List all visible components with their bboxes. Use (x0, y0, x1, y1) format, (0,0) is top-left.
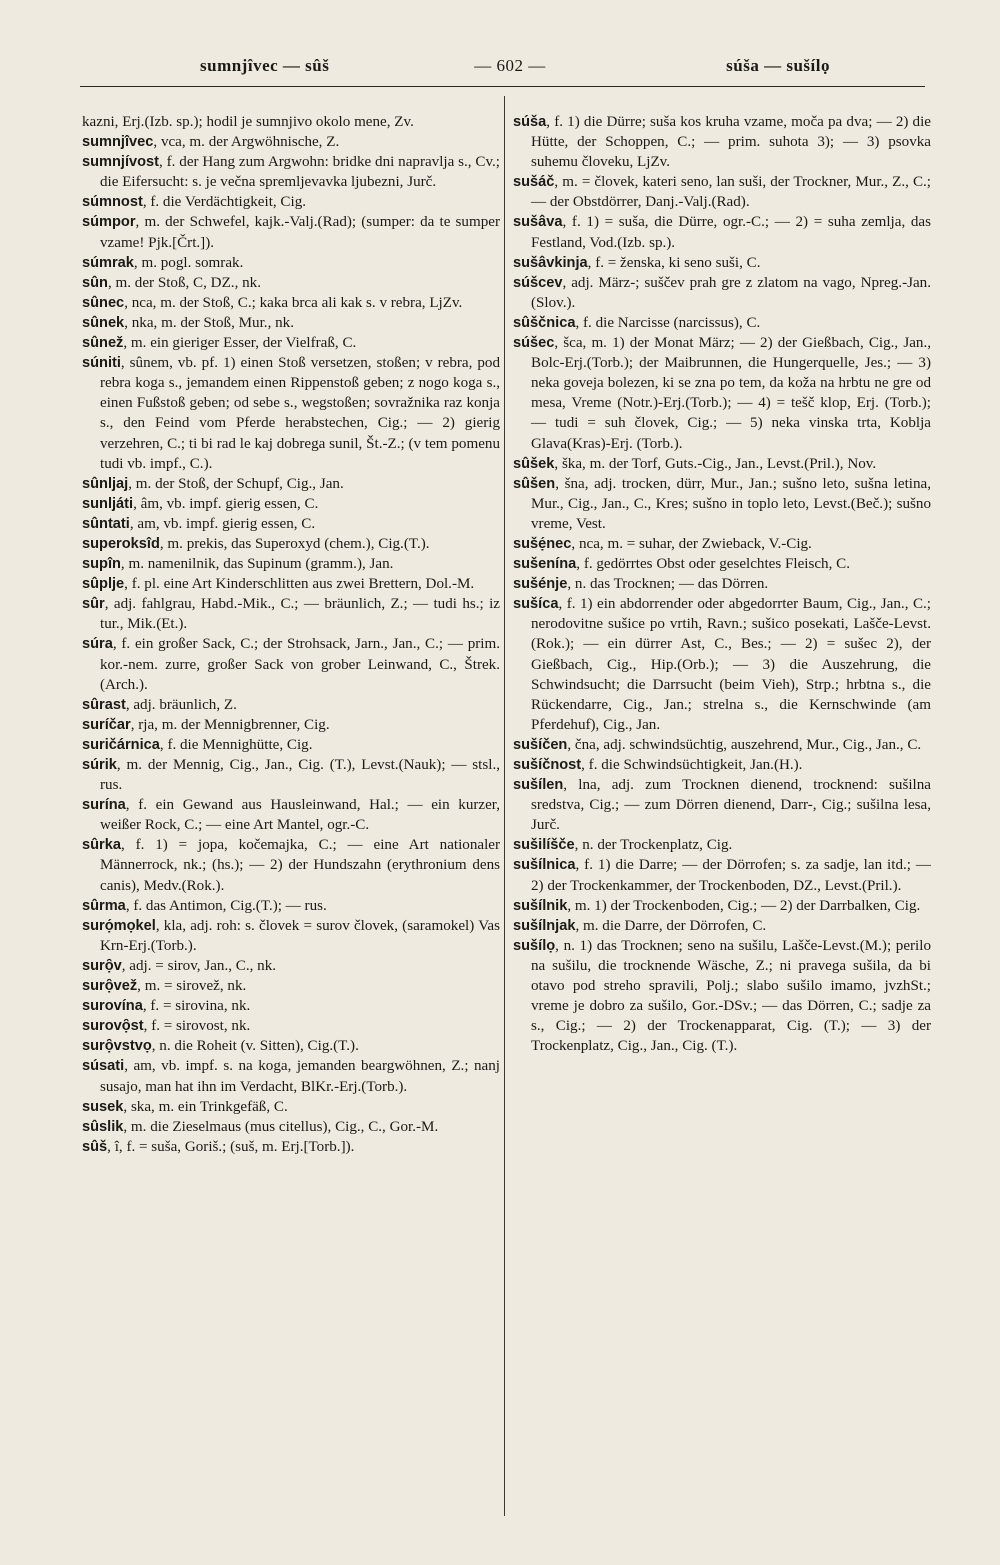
entry-headword: sûnec (82, 294, 125, 311)
entry-definition: , f. 1) die Darre; — der Dörrofen; s. za sadje, lan itd.; — 2) der Trockenkammer, der Trockenboden, DZ., Levst.(Pril.). (531, 857, 931, 894)
entry-headword: sušílnjak (513, 917, 576, 934)
entry-headword: sûrma (82, 897, 126, 914)
dictionary-entry (82, 212, 500, 252)
dictionary-entry (513, 333, 931, 454)
dictionary-entry (82, 112, 500, 132)
left-column (82, 112, 500, 1522)
dictionary-entry (82, 735, 500, 755)
dictionary-entry (82, 1097, 500, 1117)
entry-headword: sûrka (82, 837, 121, 854)
entry-headword: sûr (82, 596, 105, 613)
entry-headword: surọ̑v (82, 957, 122, 974)
dictionary-entry (82, 152, 500, 192)
entry-headword: sunljáti (82, 495, 134, 512)
entry-headword: súša (513, 114, 547, 130)
entry-definition: , adj. = sirov, Jan., C., nk. (121, 957, 277, 974)
dictionary-entry (82, 514, 500, 534)
entry-headword: súmrak (82, 254, 134, 271)
entry-headword: surína (82, 797, 126, 814)
entry-definition: , m. der Stoß, der Schupf, Cig., Jan. (128, 475, 344, 492)
entry-definition: , f. die Schwindsüchtigkeit, Jan.(H.). (581, 757, 803, 773)
entry-definition: , f. das Antimon, Cig.(T.); — rus. (125, 897, 327, 914)
entry-definition: , vca, m. der Argwöhnische, Z. (153, 134, 340, 151)
dictionary-entry (82, 916, 500, 956)
dictionary-entry (82, 192, 500, 212)
dictionary-entry (513, 855, 931, 895)
entry-definition: , ska, m. ein Trinkgefäß, C. (123, 1098, 288, 1115)
entry-headword: sûnljaj (82, 475, 129, 492)
entry-headword: sûrast (82, 696, 126, 713)
entry-headword: sumnjívost (82, 154, 160, 171)
header-rule (80, 86, 925, 87)
dictionary-entry (513, 755, 931, 775)
dictionary-entry (513, 775, 931, 835)
entry-definition: , f. = ženska, ki seno suši, C. (587, 254, 761, 271)
dictionary-entry (82, 594, 500, 634)
entry-definition: , f. ein Gewand aus Hausleinwand, Hal.; — ein kurzer, weißer Rock, C.; — eine Art Mantel, ogr.-C. (100, 797, 500, 834)
entry-headword: surọ̑vstvọ (82, 1038, 152, 1055)
entry-headword: suričárnica (82, 736, 160, 753)
dictionary-entry (513, 735, 931, 755)
dictionary-entry (82, 1016, 500, 1036)
column-divider (504, 96, 505, 1516)
entry-definition: , sûnem, vb. pf. 1) einen Stoß versetzen, stoßen; v rebra, pod rebra koga s., jemandem einen Rippenstoß geben; z nogo koga s., einen Fußstoß geben; od sebe s., wegstoßen; sovražnika raz konja s., den Feind vom Pferde herabstechen, Cig.; — 2) gierig verzehren, C.; ti bi rad le kaj dobrega sunil, Št.-Z.; (v tem pomenu tudi vb. impf., C.). (100, 355, 500, 472)
dictionary-entry (82, 755, 500, 795)
dictionary-entry (82, 1137, 500, 1157)
entry-definition: , f. = sirovina, nk. (142, 998, 251, 1015)
entry-definition: , âm, vb. impf. gierig essen, C. (133, 495, 319, 512)
entry-headword: sumnjîvec (82, 134, 154, 151)
dictionary-entry (513, 273, 931, 313)
dictionary-entry (513, 574, 931, 594)
dictionary-entry (82, 494, 500, 514)
dictionary-entry (513, 112, 931, 172)
entry-headword: supîn (82, 556, 121, 573)
entry-definition: , adj. März-; suščev prah gre z zlatom na vago, Npreg.-Jan.(Slov.). (531, 274, 931, 311)
entry-definition: , f. = sirovost, nk. (143, 1018, 251, 1035)
entry-headword: sušíčen (513, 736, 568, 753)
dictionary-entry (82, 273, 500, 293)
dictionary-entry (513, 936, 931, 1057)
entry-headword: sûplje (82, 576, 125, 593)
entry-definition: , î, f. = suša, Goriš.; (suš, m. Erj.[Torb.]). (107, 1138, 355, 1155)
dictionary-entry (82, 293, 500, 313)
entry-definition: , nca, m. = suhar, der Zwieback, V.-Cig. (571, 535, 812, 552)
entry-headword: sûnek (82, 314, 125, 331)
dictionary-entry (513, 313, 931, 333)
entry-headword: sušâvkinja (513, 254, 588, 271)
dictionary-entry (82, 1056, 500, 1096)
entry-headword: sušáč (513, 174, 555, 191)
dictionary-entry (82, 956, 500, 976)
dictionary-entry (82, 795, 500, 835)
entry-headword: susek (82, 1098, 124, 1115)
entry-headword: suríčar (82, 716, 131, 733)
entry-definition: , m. der Mennig, Cig., Jan., Cig. (T.), Levst.(Nauk); — stsl., rus. (100, 757, 500, 794)
entry-headword: sûnež (82, 335, 124, 352)
entry-definition: , f. gedörrtes Obst oder geselchtes Fleisch, C. (576, 556, 850, 573)
entry-headword: súšec (513, 335, 555, 352)
entry-definition: , rja, m. der Mennigbrenner, Cig. (130, 716, 330, 733)
dictionary-entry (82, 1036, 500, 1056)
entry-headword: sûšek (513, 455, 555, 472)
entry-headword: sušílnik (513, 897, 568, 914)
entry-headword: súšcev (513, 274, 563, 291)
entry-definition: , šca, m. 1) der Monat März; — 2) der Gießbach, Cig., Jan., Bolc-Erj.(Torb.); der Maibrunnen, die Hungerquelle, Jes.; — 3) neka goveja bolezen, ki se zna po tem, da koža na hrbtu ne gre od mesa, Vreme (Notr.)-Erj.(Torb.); — 4) = tešč klop, Erj. (Torb.); — tudi = suh človek, Cig.; — 5) neka vinska trta, Koblja Glava(Kras)-Erj. (Torb.). (531, 335, 931, 452)
dictionary-entry (513, 212, 931, 252)
entry-definition: , m. der Stoß, C, DZ., nk. (107, 274, 261, 291)
entry-definition: , šna, adj. trocken, dürr, Mur., Jan.; sušno leto, sušna letina, Mur., Cig., Jan., C., Kres; sušno in toplo leto, Levst.(Beč.); sušno vreme, Vest. (531, 475, 931, 532)
dictionary-entry (82, 333, 500, 353)
entry-definition: , n. das Trocknen; — das Dörren. (567, 576, 769, 593)
dictionary-entry (513, 835, 931, 855)
entry-definition: , am, vb. impf. gierig essen, C. (129, 515, 316, 532)
running-head (100, 50, 920, 82)
entry-headword: surovína (82, 998, 143, 1015)
entry-headword: sušílọ (513, 937, 556, 954)
entry-headword: sušíčnost (513, 757, 582, 773)
entry-definition: , m. 1) der Trockenboden, Cig.; — 2) der Darrbalken, Cig. (567, 897, 921, 914)
entry-definition: , ška, m. der Torf, Guts.-Cig., Jan., Levst.(Pril.), Nov. (554, 455, 877, 472)
dictionary-entry (82, 534, 500, 554)
entry-headword: súsati (82, 1058, 125, 1075)
entry-definition: , adj. bräunlich, Z. (125, 696, 237, 713)
dictionary-entry (82, 634, 500, 694)
entry-definition: , m. die Zieselmaus (mus citellus), Cig., C., Gor.-M. (123, 1118, 439, 1135)
entry-headword: sûntati (82, 515, 130, 532)
entry-definition: , am, vb. impf. s. na koga, jemanden beargwöhnen, Z.; nanj susajo, man hat ihn im Verdacht, BlKr.-Erj.(Torb.). (100, 1058, 500, 1095)
dictionary-entry (82, 353, 500, 474)
entry-headword: sûslik (82, 1118, 124, 1135)
entry-definition: , nka, m. der Stoß, Mur., nk. (124, 314, 294, 331)
entry-definition: , f. 1) = jopa, kočemajka, C.; — eine Art nationaler Männerrock, nk.; (hs.); — 2) der Hundszahn (erythronium dens canis), Medv.(Rok.). (100, 837, 500, 894)
dictionary-entry (82, 313, 500, 333)
entry-definition: , m. der Schwefel, kajk.-Valj.(Rad); (sumper: da te sumper vzame! Pjk.[Črt.]). (100, 214, 500, 251)
dictionary-entry (513, 594, 931, 735)
entry-definition: , nca, m. der Stoß, C.; kaka brca ali kak s. v rebra, LjZv. (124, 294, 463, 311)
entry-headword: sušâva (513, 214, 563, 231)
right-column (513, 112, 931, 1522)
entry-definition: , f. pl. eine Art Kinderschlitten aus zwei Brettern, Dol.-M. (124, 576, 475, 593)
entry-headword: superoksîd (82, 535, 160, 552)
entry-definition: , f. der Hang zum Argwohn: bridke dni napravlja s., Cv.; die Eifersucht: s. je večna spremljevavka ljubezni, Jurč. (100, 154, 500, 191)
entry-headword: súrik (82, 757, 117, 773)
dictionary-entry (82, 996, 500, 1016)
entry-headword: sûšen (513, 475, 556, 492)
entry-headword: sušẹ́nec (513, 535, 572, 552)
entry-headword: sûš (82, 1138, 108, 1155)
dictionary-entry (82, 574, 500, 594)
entry-definition: , n. die Roheit (v. Sitten), Cig.(T.). (151, 1038, 359, 1055)
entry-headword: sûščnica (513, 314, 576, 331)
entry-definition: , m. ein gieriger Esser, der Vielfraß, C. (123, 335, 357, 352)
entry-headword: sušílen (513, 777, 564, 794)
entry-definition: , adj. fahlgrau, Habd.-Mik., C.; — bräunlich, Z.; — tudi hs.; iz tur., Mik.(Et.). (100, 596, 500, 633)
page-number: — 602 — (474, 56, 546, 75)
dictionary-entry (82, 132, 500, 152)
dictionary-entry (82, 474, 500, 494)
entry-headword: súra (82, 636, 113, 653)
dictionary-entry (513, 474, 931, 534)
entry-headword: surọ́mọkel (82, 917, 156, 934)
dictionary-entry (513, 896, 931, 916)
entry-headword: sûn (82, 274, 108, 291)
entry-headword: sušíca (513, 596, 559, 613)
entry-definition: , f. die Narcisse (narcissus), C. (575, 314, 761, 331)
entry-definition: , čna, adj. schwindsüchtig, auszehrend, Mur., Cig., Jan., C. (567, 736, 922, 753)
dictionary-entry (513, 534, 931, 554)
entry-definition: , n. 1) das Trocknen; seno na sušilu, Lašče-Levst.(M.); perilo na sušilu, die trocknende Wäsche, Z.; ni pravega sušila, da bi otavo pod streho spravili, Polj.; slabo sušilo imamo, jvzhSt.; vreme je dobro za sušilo, Gor.-DSv.; — das Dörren, C.; sadje za s., Cig.; — 2) der Trockenapparat, Cig. (T.); — 3) der Trockenplatz, Cig., Jan., Cig. (T.). (531, 937, 931, 1055)
entry-headword: súmpor (82, 214, 136, 231)
entry-definition: , m. namenilnik, das Supinum (gramm.), Jan. (120, 556, 394, 573)
entry-headword: sušílnica (513, 857, 576, 874)
dictionary-entry (513, 916, 931, 936)
dictionary-entry (82, 1117, 500, 1137)
entry-definition: , f. 1) = suša, die Dürre, ogr.-C.; — 2) = suha zemlja, das Festland, Vod.(Izb. sp.). (531, 214, 931, 251)
header-right-guideword: súša — sušílọ (726, 56, 830, 75)
dictionary-entry (82, 896, 500, 916)
entry-definition: kazni, Erj.(Izb. sp.); hodil je sumnjivo okolo mene, Zv. (82, 114, 414, 130)
entry-definition: , f. 1) ein abdorrender oder abgedorrter Baum, Cig., Jan., C.; nerodovitne sušice po vrtih, Ravn.; sušico posekati, Lašče-Levst.(Rok.); — ein dürrer Ast, C., Bes.; — 2) = sušec 2), der Gießbach, Cig., Hip.(Orb.); — 3) die Auszehrung, die Schwindsucht; die Darrsucht (beim Vieh), Strp.; hrbtna s., die Rückendarre, Cig., Jan.; strelna s., die Kernschwinde (am Pferdehuf), Cig., Jan. (531, 596, 931, 733)
entry-headword: surọ̑vež (82, 978, 138, 995)
dictionary-entry (82, 554, 500, 574)
dictionary-entry (82, 695, 500, 715)
header-left-guideword: sumnjîvec — sûš (200, 56, 330, 75)
entry-headword: súmnost (82, 194, 143, 211)
entry-headword: surovọ̑st (82, 1018, 144, 1035)
dictionary-entry (82, 715, 500, 735)
entry-definition: , m. die Darre, der Dörrofen, C. (575, 917, 767, 934)
dictionary-entry (513, 253, 931, 273)
entry-headword: súniti (82, 355, 121, 372)
entry-definition: , n. der Trockenplatz, Cig. (574, 837, 733, 854)
entry-definition: , f. 1) die Dürre; suša kos kruha vzame, moča pa dva; — 2) die Hütte, der Schoppen, C.; — prim. suhota 3); — 3) psovka suhemu človeku, LjZv. (531, 114, 931, 171)
entry-definition: , m. prekis, das Superoxyd (chem.), Cig.(T.). (159, 535, 430, 552)
entry-definition: , kla, adj. roh: s. človek = surov človek, (saramokel) Vas Krn-Erj.(Torb.). (100, 917, 500, 954)
entry-definition: , f. ein großer Sack, C.; der Strohsack, Jarn., Jan., C.; — prim. kor.-nem. zurre, großer Sack von grober Leinwand, C., Štrek. (Arch.). (100, 636, 500, 693)
dictionary-entry (513, 172, 931, 212)
dictionary-entry (513, 554, 931, 574)
dictionary-entry (82, 253, 500, 273)
dictionary-entry (82, 835, 500, 895)
entry-definition: , f. die Verdächtigkeit, Cig. (142, 194, 307, 211)
entry-definition: , lna, adj. zum Trocknen dienend, trocknend: sušilna sredstva, Cig.; — zum Dörren dienend, Darr-, Cig.; sušilna lesa, Jurč. (531, 777, 931, 834)
entry-headword: sušénje (513, 576, 568, 593)
dictionary-entry (82, 976, 500, 996)
entry-definition: , m. = človek, kateri seno, lan suši, der Trockner, Mur., Z., C.; — der Obstdörrer, Danj.-Valj.(Rad). (531, 174, 931, 211)
entry-definition: , f. die Mennighütte, Cig. (159, 736, 313, 753)
entry-headword: sušenína (513, 556, 577, 573)
entry-definition: , m. = sirovež, nk. (137, 978, 247, 995)
entry-definition: , m. pogl. somrak. (133, 254, 244, 271)
entry-headword: sušilíšče (513, 837, 575, 854)
dictionary-entry (513, 454, 931, 474)
